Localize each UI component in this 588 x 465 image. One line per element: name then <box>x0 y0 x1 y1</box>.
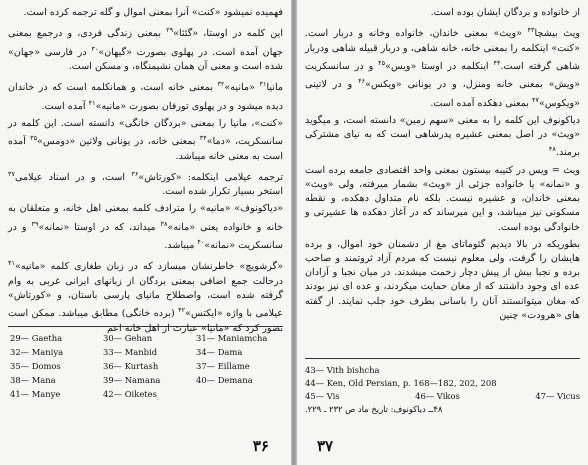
footnote: 32— Maniya <box>10 347 64 357</box>
page-number: ۳۶ <box>252 437 269 455</box>
footnote: 41— Manye <box>10 389 61 399</box>
right-page <box>297 0 588 465</box>
footnote: 34— Dama <box>196 347 243 357</box>
footnote: 43— Vith bishcha <box>305 365 380 375</box>
paragraph: ویث = ویس در کتیبه بیستون بمعنی واحد اقتصادی جامعه برده است و «نمانه» یا خانواده جزئی از «ویث» بشمار میرفته، ولی «ویث» بمعنی خاندان، و عشیره نیست. بلکه نام متداول دهکده، و نقطه مسکونی نیز میباشد، و این میرساند که در آغاز دهکده ها عشیرتی و خانوادگی بوده است. <box>305 164 580 233</box>
footnote: 39— Namana <box>103 375 161 385</box>
paragraph: مانیا$^{۳۱}$ «مانیه»$^{۳۲}$ بمعنی خانه است، و همانکلمه است که در خاندان دیده میشود و در پهلوی تورفان بصورت «مانیه»$^{۴۱}$ آمده است. <box>8 80 284 112</box>
paragraph: فهمیده نمیشود «کنت» آنرا بمعنی اموال و گله ترجمه کرده است. <box>23 7 283 18</box>
footnote: ۴۸ــ دیاکونوف: تاریخ ماد ص ۲۳۲ ـ ۲۲۹. <box>305 404 443 414</box>
right-page-body <box>305 6 580 321</box>
paragraph: این کلمه در اوستا، «گئثا»$^{۲۹}$ بمعنی زندگی فردی، و درجمع بمعنی جهان آمده است. در پهلوی بصورت «گیهان»$^{۳۰}$ در فارسی «جهان» شده است و معنی آن همان نشیمنگاه، و مسکن است. <box>8 26 283 72</box>
footnote: 31— Maniamcha <box>196 333 268 343</box>
footnote: 45— Vis <box>305 391 340 401</box>
left-page <box>0 0 291 465</box>
footnote: 44— Ken, Old Persian, p. 168—182, 202, 208 <box>305 378 497 388</box>
footnote: 40— Demana <box>196 375 253 385</box>
paragraph: «کنت»، مانیا را بمعنی «بردگان خانگی» دانسته است. این کلمه در سانسکریت، «دما»$^{۳۴}$ بمعنی خانه، در یونانی ولاتین «دومس»$^{۳۵}$ آمده است به معنی خانه میباشد. <box>8 117 284 162</box>
paragraph: «دیاکونوف» «مانیه» را مترادف کلمه بمعنی اهل خانه، و متعلقان به خانه و خانواده یعنی «مانه»$^{۳۸}$ میداند، که در اوستا «نمانه»$^{۳۹}$ و در سانسکریت «نمانه»$^{۴۰}$ میباشد. <box>8 203 284 252</box>
paragraph: دیاکونوف این کلمه را به معنی «سهم زمین» دانسته است، و میگوید «ویث» در اصل بمعنی عشیره پدرشاهی است که به نیای مشترکی برمند.$^{۴۸}$ <box>305 114 580 159</box>
footnote-rule <box>8 326 283 327</box>
paragraph: ترجمه عیلامی اینکلمه: «کورتاش»$^{۳۶}$ است، و در اسناد عیلامی$^{۳۷}$ استخر بسیار تکرار شده است. <box>8 169 284 198</box>
footnote: 42— Oiketes <box>103 389 157 399</box>
footnote: 37— Eillame <box>196 361 250 371</box>
footnote: 47— Vicus <box>535 391 580 401</box>
footnote-row <box>305 390 580 403</box>
footnote-rule <box>305 358 580 359</box>
paragraph: ویث بیشچا$^{۴۳}$ «ویث» بمعنی خاندان، خانواده وخانه و دربار است. «کنت» اینکلمه را بمعنی خانه، خانه شاهی، و دربار قبیله شاهی ودربار شاهی گرفته است.$^{۴۴}$ اینکلمه در اوستا «ویس»$^{۴۵}$ و در سانسکریت «ویش» بمعنی خانه ومنزل، و در یونانی «ویکس»$^{۴۶}$ و در لاتینی «ویکوس»$^{۴۷}$ بمعنی دهکده آمده است. <box>305 26 580 109</box>
page-number: ۳۷ <box>317 437 334 455</box>
right-footnotes <box>305 364 580 416</box>
footnote: 29— Gaetha <box>10 333 63 343</box>
left-footnotes <box>10 332 285 400</box>
footnote: 38— Mana <box>10 375 56 385</box>
footnote: 30— Gehan <box>103 333 153 343</box>
footnote <box>196 388 285 400</box>
footnote: 36— Kurtash <box>103 361 159 371</box>
footnote: 35— Domos <box>10 361 61 371</box>
paragraph: «گرشویچ» خاطرنشان میسازد که در زبان طغاری کلمه «مانیه»$^{۴۱}$ درحالت جمع اضافی بمعنی بردگان از زبانهای ایرانی غربی به وام گرفته شده است، واصطلاح مانیای پارسی باستان، و «کورتاش» عیلامی با واژه «ایکتس»$^{۴۲}$ (برده خانگی) مطابق میباشد. ممکن است تصور کرد که «مانیا» عبارت از اهل خانه اعم <box>8 259 283 334</box>
footnote: 46— Vikos <box>415 391 460 401</box>
paragraph: از خانواده و بردگان ایشان بوده است. <box>430 7 580 18</box>
paragraph: بطوریکه در بالا دیدیم گئوماتای مغ از دشمنان خود اموال، و برده هایشان را گرفت، ولی معلوم نیست که مردم آزاد ثروتمند و صاحب برده و نجبا بیش از پیش دچار زحمت میشدند. در میان نجبا و آزادان عده ای وجود داشتند که از مغان حمایت میکردند، و عده ای نیز بودند که مغان میتوانستند آنان را باسانی بطرف خود جلب نمایند. از گفته های «هرودت» چنین <box>305 238 580 321</box>
footnote: 33— Manbid <box>103 347 158 357</box>
left-page-body <box>8 6 284 334</box>
